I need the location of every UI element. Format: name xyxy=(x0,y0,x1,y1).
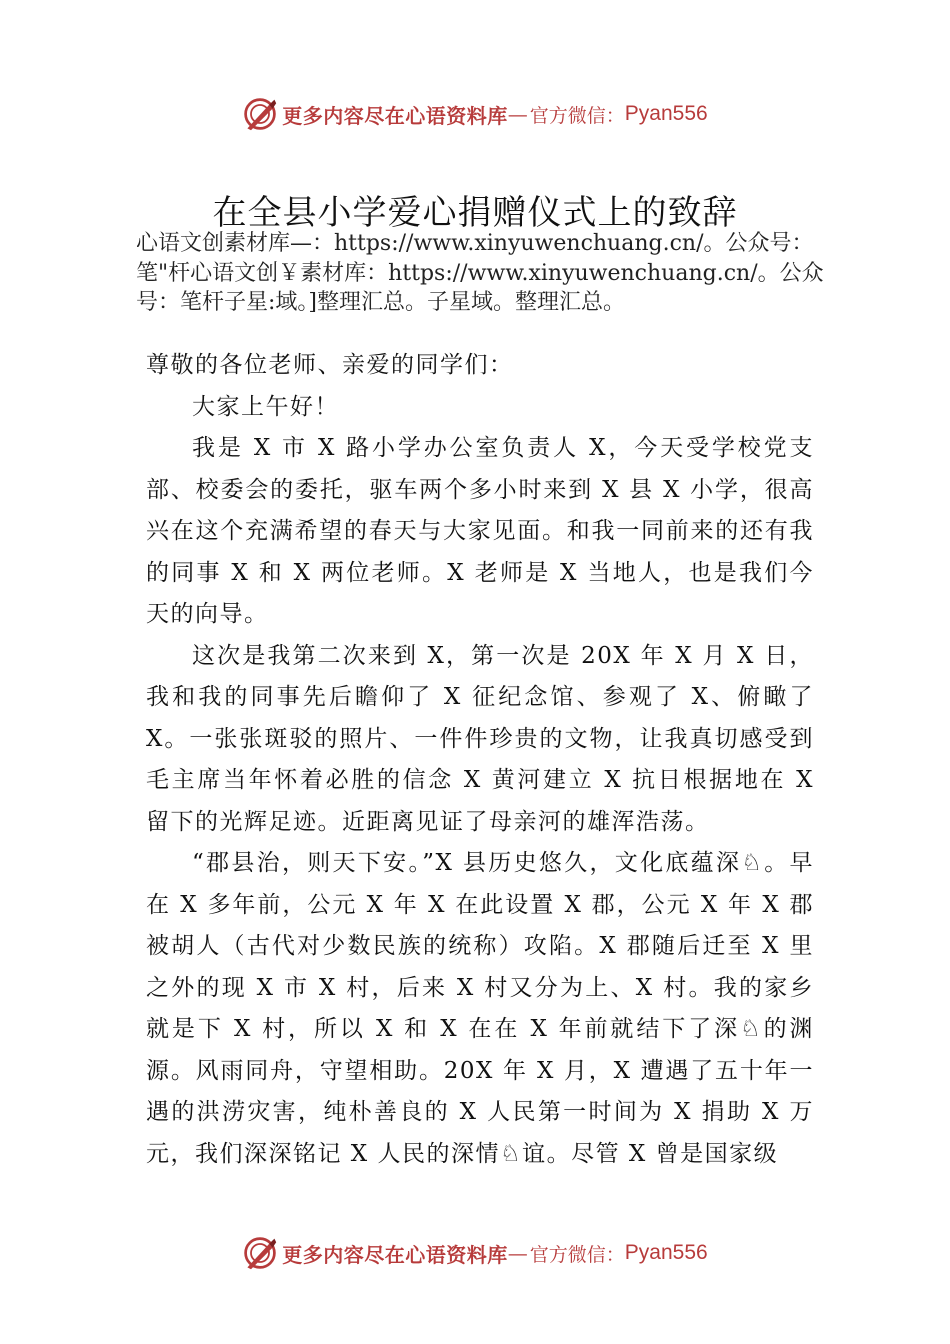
paragraph: “郡县治，则天下安。”X 县历史悠久，文化底蕴深♘。早在 X 多年前，公元 X 年 X 在此设置 X 郡，公元 X 年 X 郡被胡人（古代对少数民族的统称）攻陷。X 郡随后迁至 X 里之外的现 X 市 X 村，后来 X 村又分为上、X 村。我的家乡就是下 X 村，所以 X 和 X 在在 X 年前就结下了深♘的渊源。风雨同舟，守望相助。20X 年 X 月，X 遭遇了五十年一遇的洪涝灾害，纯朴善良的 X 人民第一时间为 X 捐助 X 万元，我们深深铭记 X 人民的深情♘谊。尽管 X 曾是国家级 xyxy=(146,850,814,1167)
banner-wechat-label: 官方微信： xyxy=(529,104,625,127)
paragraph: 我是 X 市 X 路小学办公室负责人 X，今天受学校党支部、校委会的委托，驱车两个多小时来到 X 县 X 小学，很高兴在这个充满希望的春天与大家见面。和我一同前来的还有我的同事 X 和 X 两位老师。X 老师是 X 当地人，也是我们今天的向导。 xyxy=(146,435,814,627)
banner-separator: — xyxy=(507,102,528,126)
banner-wechat-id: Pyan556 xyxy=(624,102,708,125)
greeting-line: 尊敬的各位老师、亲爱的同学们： xyxy=(146,352,514,378)
document-title: 在全县小学爱心捐赠仪式上的致辞 xyxy=(212,193,738,233)
pen-seal-logo-icon xyxy=(242,96,278,132)
paragraph: 这次是我第二次来到 X，第一次是 20X 年 X 月 X 日，我和我的同事先后瞻仰了 X 征纪念馆、参观了 X、俯瞰了 X。一张张斑驳的照片、一件件珍贵的文物，让我真切感受到毛主席当年怀着必胜的信念 X 黄河建立 X 抗日根据地在 X 留下的光辉足迹。近距离见证了母亲河的雄浑浩荡。 xyxy=(146,642,814,835)
source-note: 心语文创素材库—：https://www.xinyuwenchuang.cn/。公众号：笔"杆心语文创￥素材库：https://www.xinyuwenchuang.cn/。公众号：笔杆子星:域。]整理汇总。子星域。整理汇总。 xyxy=(136,231,824,315)
document-body xyxy=(146,345,814,1175)
banner-wechat-id: Pyan556 xyxy=(624,1241,708,1264)
banner-wechat-label: 官方微信： xyxy=(529,1243,625,1266)
paragraph: 大家上午好！ xyxy=(192,393,339,420)
banner-slogan: 更多内容尽在心语资料库 xyxy=(282,1242,508,1267)
footer-banner xyxy=(0,1231,950,1275)
pen-seal-logo-icon xyxy=(242,1235,278,1271)
banner-slogan: 更多内容尽在心语资料库 xyxy=(282,103,508,128)
header-banner xyxy=(0,92,950,136)
banner-separator: — xyxy=(507,1241,528,1265)
